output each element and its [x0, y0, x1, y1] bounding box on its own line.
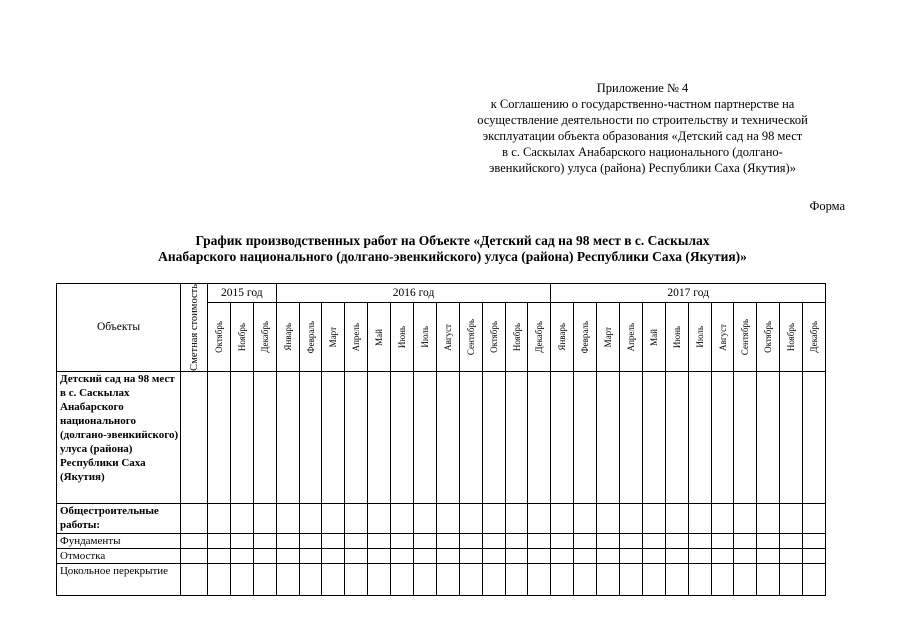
schedule-cell: [208, 371, 231, 503]
month-header: [482, 303, 505, 372]
schedule-cell: [528, 533, 551, 548]
schedule-cell: [345, 533, 368, 548]
schedule-cell: [780, 548, 803, 563]
cost-cell: [181, 548, 208, 563]
cost-cell: [181, 371, 208, 503]
month-label: Ноябрь: [511, 322, 522, 352]
month-header: [620, 303, 643, 372]
schedule-cell: [574, 371, 597, 503]
schedule-cell: [734, 533, 757, 548]
month-label: Июль: [694, 326, 705, 348]
schedule-cell: [734, 563, 757, 595]
schedule-cell: [597, 548, 620, 563]
month-header: [230, 303, 253, 372]
schedule-cell: [551, 563, 574, 595]
schedule-cell: [368, 548, 391, 563]
schedule-cell: [322, 533, 345, 548]
schedule-cell: [642, 563, 665, 595]
schedule-cell: [345, 548, 368, 563]
schedule-cell: [780, 371, 803, 503]
schedule-cell: [688, 503, 711, 533]
schedule-cell: [230, 503, 253, 533]
month-header: [345, 303, 368, 372]
schedule-cell: [459, 548, 482, 563]
schedule-cell: [665, 533, 688, 548]
month-header: [528, 303, 551, 372]
schedule-cell: [505, 548, 528, 563]
schedule-cell: [620, 533, 643, 548]
month-label: Июнь: [397, 325, 408, 349]
schedule-cell: [208, 563, 231, 595]
schedule-cell: [757, 548, 780, 563]
title-line-1: График производственных работ на Объекте «Детский сад на 98 мест в с. Саскылах: [195, 233, 710, 248]
month-label: Сентябрь: [465, 318, 476, 356]
schedule-cell: [436, 371, 459, 503]
month-label: Август: [717, 323, 728, 351]
schedule-cell: [734, 371, 757, 503]
month-label: Июнь: [671, 325, 682, 349]
month-label: Октябрь: [488, 321, 499, 353]
table-row: [57, 371, 826, 503]
schedule-cell: [482, 548, 505, 563]
appendix-line: Приложение № 4: [596, 81, 689, 95]
schedule-cell: [620, 503, 643, 533]
month-label: Октябрь: [213, 321, 224, 353]
schedule-cell: [299, 503, 322, 533]
month-label: Декабрь: [534, 321, 545, 353]
month-header: [299, 303, 322, 372]
schedule-cell: [299, 371, 322, 503]
schedule-cell: [345, 371, 368, 503]
month-label: Апрель: [625, 322, 636, 352]
title-line-2: Анабарского национального (долгано-эвенкийского) улуса (района) Республики Саха (Якутия)»: [158, 249, 747, 264]
schedule-cell: [688, 563, 711, 595]
schedule-cell: [436, 563, 459, 595]
schedule-cell: [276, 563, 299, 595]
cost-cell: [181, 503, 208, 533]
appendix-line: эксплуатации объекта образования «Детский сад на 98 мест: [482, 129, 803, 143]
month-header: [505, 303, 528, 372]
schedule-table: [56, 283, 826, 596]
schedule-cell: [482, 503, 505, 533]
schedule-cell: [711, 371, 734, 503]
schedule-cell: [414, 533, 437, 548]
schedule-cell: [368, 533, 391, 548]
month-label: Декабрь: [809, 321, 820, 353]
schedule-cell: [253, 503, 276, 533]
schedule-cell: [391, 503, 414, 533]
schedule-cell: [414, 563, 437, 595]
schedule-cell: [734, 548, 757, 563]
schedule-cell: [505, 563, 528, 595]
schedule-cell: [757, 563, 780, 595]
month-label: Декабрь: [259, 321, 270, 353]
schedule-cell: [757, 503, 780, 533]
month-header: [688, 303, 711, 372]
schedule-cell: [711, 548, 734, 563]
month-label: Январь: [282, 323, 293, 351]
month-label: Май: [648, 328, 659, 346]
schedule-cell: [757, 533, 780, 548]
schedule-cell: [414, 503, 437, 533]
cost-cell: [181, 533, 208, 548]
month-header: [436, 303, 459, 372]
schedule-cell: [551, 533, 574, 548]
objects-header: Объекты: [57, 284, 181, 372]
month-header: [551, 303, 574, 372]
schedule-cell: [574, 548, 597, 563]
document-title: [60, 233, 845, 265]
schedule-cell: [665, 371, 688, 503]
schedule-cell: [665, 503, 688, 533]
schedule-cell: [803, 503, 826, 533]
schedule-cell: [276, 371, 299, 503]
schedule-cell: [642, 371, 665, 503]
schedule-cell: [780, 563, 803, 595]
schedule-cell: [597, 563, 620, 595]
schedule-cell: [505, 503, 528, 533]
schedule-cell: [642, 533, 665, 548]
schedule-cell: [253, 371, 276, 503]
schedule-cell: [528, 563, 551, 595]
schedule-cell: [688, 548, 711, 563]
schedule-cell: [322, 371, 345, 503]
month-header: [803, 303, 826, 372]
appendix-line: к Соглашению о государственно-частном партнерстве на: [490, 97, 795, 111]
schedule-cell: [299, 563, 322, 595]
schedule-cell: [597, 371, 620, 503]
month-header: [597, 303, 620, 372]
month-header: [276, 303, 299, 372]
schedule-cell: [574, 533, 597, 548]
appendix-block: [440, 80, 845, 176]
schedule-cell: [688, 533, 711, 548]
month-header: [734, 303, 757, 372]
month-label: Ноябрь: [236, 322, 247, 352]
schedule-cell: [642, 548, 665, 563]
schedule-cell: [368, 371, 391, 503]
month-header: [368, 303, 391, 372]
schedule-cell: [253, 533, 276, 548]
schedule-cell: [620, 548, 643, 563]
year-header: 2017 год: [551, 284, 826, 303]
cost-header: [181, 284, 208, 372]
schedule-cell: [528, 503, 551, 533]
object-name-cell: Фундаменты: [57, 533, 181, 548]
schedule-cell: [551, 371, 574, 503]
schedule-cell: [574, 563, 597, 595]
schedule-cell: [391, 563, 414, 595]
schedule-cell: [551, 548, 574, 563]
schedule-cell: [322, 563, 345, 595]
schedule-cell: [414, 371, 437, 503]
schedule-cell: [482, 533, 505, 548]
schedule-cell: [482, 563, 505, 595]
month-label: Ноябрь: [786, 322, 797, 352]
table-row: [57, 533, 826, 548]
schedule-cell: [665, 563, 688, 595]
schedule-cell: [208, 503, 231, 533]
schedule-cell: [253, 563, 276, 595]
object-name-cell: Детский сад на 98 мест в с. Саскылах Анабарского национального (долгано-эвенкийского) улуса (района) Республики Саха (Якутия): [57, 371, 181, 503]
schedule-cell: [391, 533, 414, 548]
year-header: 2016 год: [276, 284, 551, 303]
month-header: [780, 303, 803, 372]
appendix-line: эвенкийского) улуса (района) Республики Саха (Якутия)»: [489, 161, 796, 175]
year-header: 2015 год: [208, 284, 277, 303]
month-header: [208, 303, 231, 372]
object-name-cell: Отмостка: [57, 548, 181, 563]
object-name-cell: Общестроительные работы:: [57, 503, 181, 533]
month-header: [459, 303, 482, 372]
cost-cell: [181, 563, 208, 595]
schedule-cell: [345, 503, 368, 533]
schedule-cell: [803, 548, 826, 563]
month-header: [642, 303, 665, 372]
month-label: Апрель: [351, 322, 362, 352]
schedule-cell: [597, 533, 620, 548]
schedule-cell: [803, 533, 826, 548]
month-label: Март: [328, 326, 339, 348]
schedule-cell: [345, 563, 368, 595]
form-label: Форма: [809, 199, 845, 213]
schedule-cell: [230, 548, 253, 563]
schedule-cell: [642, 503, 665, 533]
object-name-cell: Цокольное перекрытие: [57, 563, 181, 595]
schedule-cell: [711, 563, 734, 595]
schedule-cell: [208, 548, 231, 563]
month-header: [665, 303, 688, 372]
year-header-row: [57, 284, 826, 303]
schedule-cell: [436, 503, 459, 533]
schedule-cell: [505, 371, 528, 503]
schedule-cell: [711, 503, 734, 533]
month-header: [322, 303, 345, 372]
schedule-cell: [299, 533, 322, 548]
schedule-cell: [528, 371, 551, 503]
schedule-cell: [368, 503, 391, 533]
schedule-cell: [665, 548, 688, 563]
schedule-cell: [803, 563, 826, 595]
schedule-cell: [620, 563, 643, 595]
schedule-cell: [436, 533, 459, 548]
month-label: Февраль: [305, 320, 316, 354]
month-label: Октябрь: [763, 321, 774, 353]
month-header: [253, 303, 276, 372]
schedule-cell: [436, 548, 459, 563]
schedule-cell: [230, 533, 253, 548]
month-header: [414, 303, 437, 372]
schedule-cell: [734, 503, 757, 533]
month-header: [757, 303, 780, 372]
month-label: Май: [374, 328, 385, 346]
schedule-cell: [299, 548, 322, 563]
month-label: Сентябрь: [740, 318, 751, 356]
appendix-line: осуществление деятельности по строительству и технической: [477, 113, 808, 127]
schedule-cell: [322, 503, 345, 533]
schedule-cell: [711, 533, 734, 548]
schedule-cell: [208, 533, 231, 548]
schedule-cell: [276, 548, 299, 563]
schedule-cell: [459, 371, 482, 503]
schedule-cell: [459, 563, 482, 595]
schedule-cell: [459, 503, 482, 533]
schedule-cell: [551, 503, 574, 533]
month-label: Февраль: [580, 320, 591, 354]
schedule-cell: [322, 548, 345, 563]
schedule-cell: [253, 548, 276, 563]
schedule-cell: [528, 548, 551, 563]
schedule-cell: [574, 503, 597, 533]
month-label: Март: [603, 326, 614, 348]
month-label: Январь: [557, 323, 568, 351]
schedule-cell: [276, 503, 299, 533]
schedule-cell: [597, 503, 620, 533]
table-row: [57, 503, 826, 533]
schedule-cell: [459, 533, 482, 548]
schedule-cell: [391, 548, 414, 563]
schedule-cell: [230, 563, 253, 595]
schedule-cell: [803, 371, 826, 503]
schedule-cell: [414, 548, 437, 563]
table-row: [57, 563, 826, 595]
month-header: [391, 303, 414, 372]
month-label: Август: [442, 323, 453, 351]
schedule-cell: [482, 371, 505, 503]
table-body: [57, 371, 826, 595]
schedule-cell: [276, 533, 299, 548]
month-label: Июль: [419, 326, 430, 348]
schedule-cell: [230, 371, 253, 503]
schedule-cell: [391, 371, 414, 503]
month-header: [574, 303, 597, 372]
schedule-cell: [368, 563, 391, 595]
schedule-cell: [505, 533, 528, 548]
appendix-line: в с. Саскылах Анабарского национального (долгано-: [502, 145, 783, 159]
schedule-cell: [688, 371, 711, 503]
schedule-cell: [780, 503, 803, 533]
schedule-cell: [757, 371, 780, 503]
schedule-cell: [620, 371, 643, 503]
table-row: [57, 548, 826, 563]
month-header: [711, 303, 734, 372]
cost-header-label: Сметная стоимость: [188, 284, 200, 371]
schedule-cell: [780, 533, 803, 548]
